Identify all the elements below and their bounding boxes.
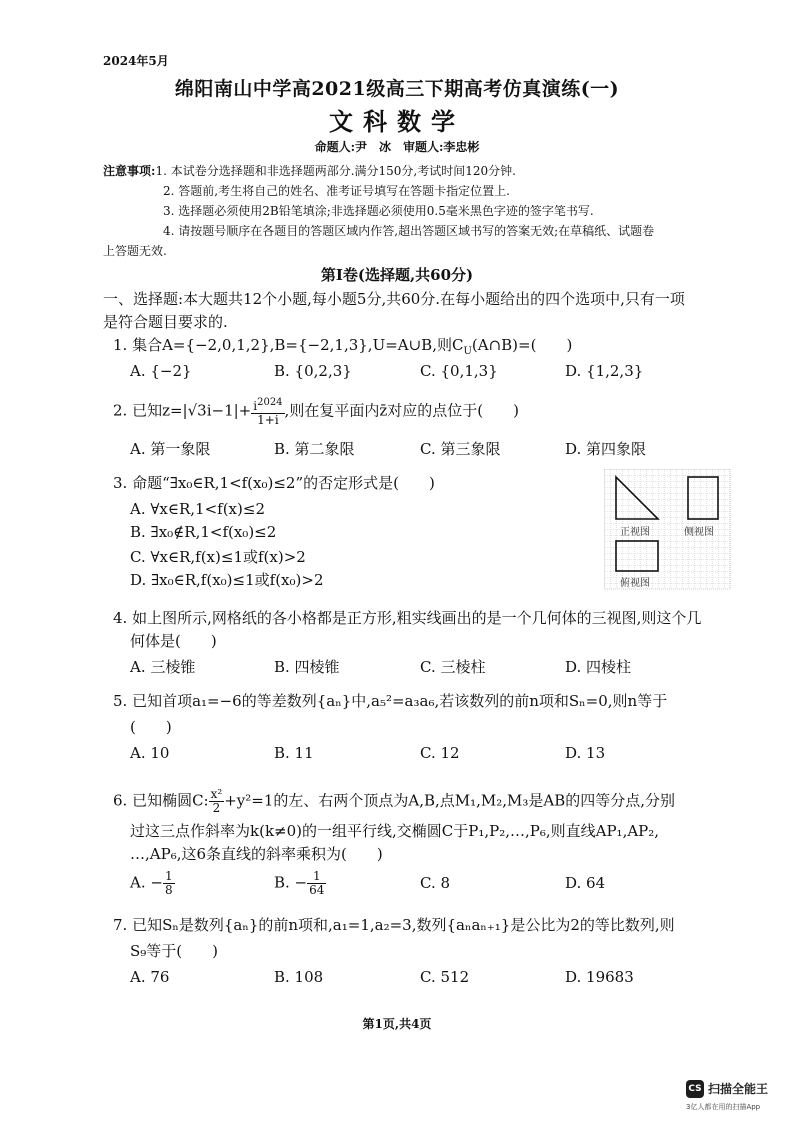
q3-option-c: C. ∀x∈R,f(x)≤1或f(x)>2 xyxy=(130,548,306,566)
q5-option-c: C. 12 xyxy=(420,744,460,762)
q3-option-a: A. ∀x∈R,1<f(x)≤2 xyxy=(130,500,265,518)
scanner-tagline: 3亿人都在用的扫描App xyxy=(686,1103,761,1111)
q1-option-d: D. {1,2,3} xyxy=(565,362,644,380)
scanner-name: 扫描全能王 xyxy=(708,1082,769,1096)
note-item-4: 4. 请按题号顺序在各题目的答题区域内作答,超出答题区域书写的答案无效;在草稿纸、试题卷 xyxy=(163,224,655,238)
q7-option-a: A. 76 xyxy=(130,968,170,986)
scanner-logo-icon: CS xyxy=(686,1080,704,1098)
question-4-line-2: 何体是( ) xyxy=(130,632,217,650)
exam-title: 绵阳南山中学高2021级高三下期高考仿真演练(一) xyxy=(174,78,620,100)
q6-option-a: A. − $\frac{1}{8}$ xyxy=(130,869,173,897)
section-title: 第Ⅰ卷(选择题,共60分) xyxy=(320,266,474,284)
question-2: 2. 已知z=|√3i−1|+ $\frac{i^{2024}}{1+i}$ ,则在复平面内z̄对应的点位于( ) xyxy=(113,397,519,427)
question-5-line-1: 5. 已知首项a₁=−6的等差数列{aₙ}中,a₅²=a₃a₆,若该数列的前n项和Sₙ=0,则n等于 xyxy=(113,692,668,710)
question-1: 1. 集合A={−2,0,1,2},B={−2,1,3},U=A∪B,则$C_U(A\cap B)=$( ) xyxy=(113,336,573,357)
notes-label: 注意事项: xyxy=(103,164,156,178)
q5-option-b: B. 11 xyxy=(274,744,314,762)
question-4-line-1: 4. 如上图所示,网格纸的各小格都是正方形,粗实线画出的是一个几何体的三视图,则这个几 xyxy=(113,609,702,627)
question-6-line-3: …,AP₆,这6条直线的斜率乘积为( ) xyxy=(130,845,383,863)
q2-option-b: B. 第二象限 xyxy=(274,440,355,458)
q7-option-d: D. 19683 xyxy=(565,968,634,986)
note-item-2: 2. 答题前,考生将自己的姓名、准考证号填写在答题卡指定位置上. xyxy=(163,184,510,198)
notes-block xyxy=(103,162,516,179)
exam-date: 2024年5月 xyxy=(103,54,169,68)
q3-option-b: B. ∃x₀∉R,1<f(x₀)≤2 xyxy=(130,523,277,541)
question-5-line-2: ( ) xyxy=(130,718,172,736)
three-view-diagram xyxy=(604,469,732,591)
section-intro-2: 是符合题目要求的. xyxy=(103,313,228,331)
q4-option-d: D. 四棱柱 xyxy=(565,658,632,676)
q1-option-b: B. {0,2,3} xyxy=(274,362,352,380)
top-view-label: 俯视图 xyxy=(620,578,650,589)
question-6-line-1: 6. 已知椭圆C: $\frac{\text{x²}}{2}$ +y²=1的左、右两个顶点为A,B,点M₁,M₂,M₃是AB的四等分点,分别 xyxy=(113,787,676,815)
exam-subject: 文科数学 xyxy=(329,107,465,136)
q6-fraction: $\frac{\text{x²}}{2}$ xyxy=(210,787,223,815)
question-6-line-2: 过这三点作斜率为k(k≠0)的一组平行线,交椭圆C于P₁,P₂,…,P₆,则直线AP₁,AP₂, xyxy=(130,822,660,840)
q5-option-a: A. 10 xyxy=(130,744,170,762)
three-view-figure xyxy=(604,469,732,595)
q6-option-c: C. 8 xyxy=(420,874,451,892)
q6-option-b: B. − $\frac{1}{64}$ xyxy=(274,869,325,897)
page-footer: 第1页,共4页 xyxy=(362,1017,432,1031)
q4-option-b: B. 四棱锥 xyxy=(274,658,340,676)
q7-option-b: B. 108 xyxy=(274,968,324,986)
exam-authors: 命题人:尹 冰 审题人:李忠彬 xyxy=(314,140,480,154)
note-continuation: 上答题无效. xyxy=(103,244,167,258)
q1-option-c: C. {0,1,3} xyxy=(420,362,498,380)
q5-option-d: D. 13 xyxy=(565,744,606,762)
front-view-label: 正视图 xyxy=(620,527,650,538)
q2-fraction: $\frac{i^{2024}}{1+i}$ xyxy=(253,397,283,427)
q2-option-d: D. 第四象限 xyxy=(565,440,647,458)
q1-option-a: A. {−2} xyxy=(130,362,192,380)
q4-option-c: C. 三棱柱 xyxy=(420,658,486,676)
q2-option-a: A. 第一象限 xyxy=(130,440,211,458)
q3-option-d: D. ∃x₀∈R,f(x₀)≤1或f(x₀)>2 xyxy=(130,571,324,589)
note-item-1: 1. 本试卷分选择题和非选择题两部分.满分150分,考试时间120分钟. xyxy=(155,164,516,178)
section-intro-1: 一、选择题:本大题共12个小题,每小题5分,共60分.在每小题给出的四个选项中,只有一项 xyxy=(103,290,685,308)
q2-option-c: C. 第三象限 xyxy=(420,440,501,458)
question-7-line-1: 7. 已知Sₙ是数列{aₙ}的前n项和,a₁=1,a₂=3,数列{aₙaₙ₊₁}是公比为2的等比数列,则 xyxy=(113,916,675,934)
q7-option-c: C. 512 xyxy=(420,968,470,986)
question-3: 3. 命题“∃x₀∈R,1<f(x₀)≤2”的否定形式是( ) xyxy=(113,474,435,492)
question-7-line-2: S₉等于( ) xyxy=(130,942,218,960)
note-item-3: 3. 选择题必须使用2B铅笔填涂;非选择题必须使用0.5毫米黑色字迹的签字笔书写. xyxy=(163,204,594,218)
side-view-label: 侧视图 xyxy=(684,527,714,538)
q6-option-d: D. 64 xyxy=(565,874,606,892)
q4-option-a: A. 三棱锥 xyxy=(130,658,196,676)
